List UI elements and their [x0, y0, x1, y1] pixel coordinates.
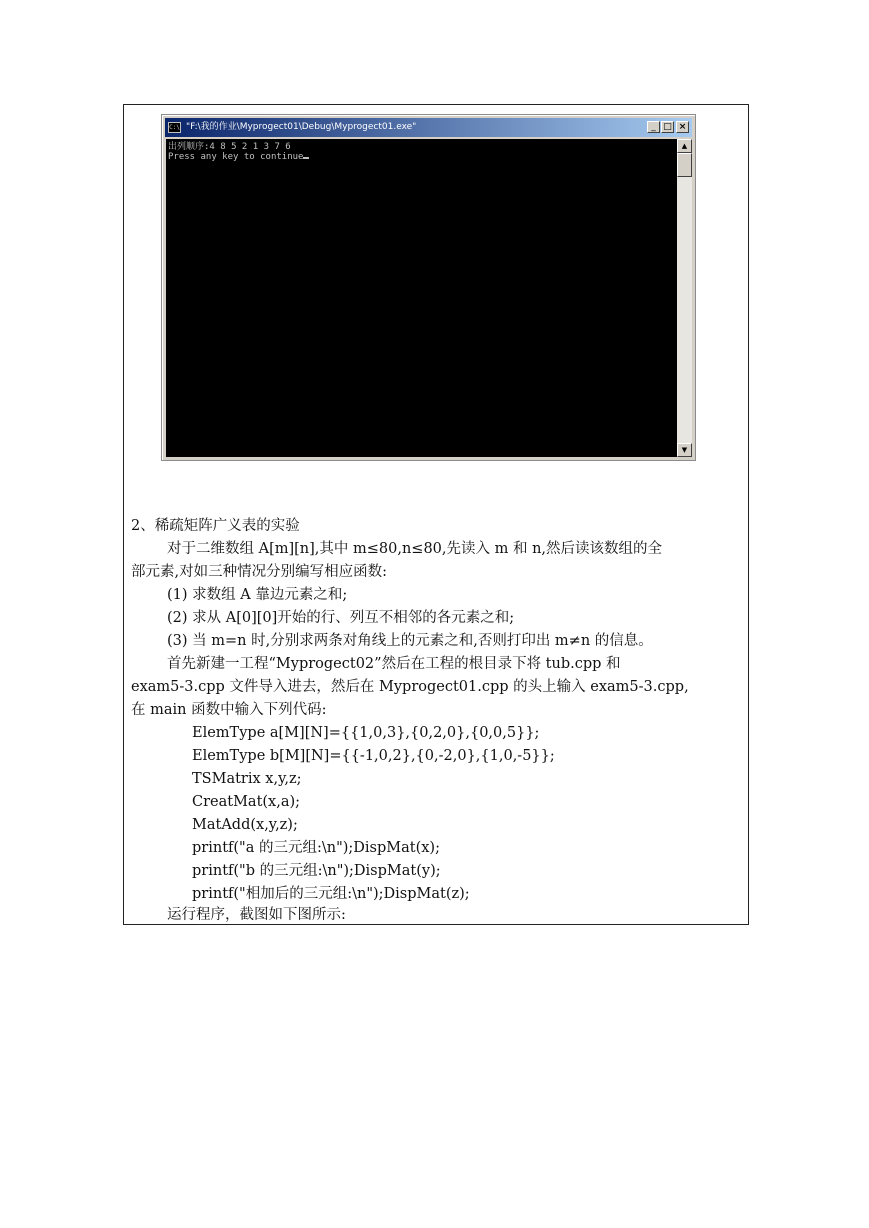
code-line: printf("a 的三元组:\n");DispMat(x);: [192, 840, 440, 856]
vertical-scrollbar[interactable]: [677, 139, 692, 457]
maximize-icon[interactable]: □: [661, 121, 674, 133]
arrow-down-icon[interactable]: ▼: [677, 443, 692, 457]
console-line-prompt: [168, 152, 677, 162]
minimize-icon[interactable]: _: [647, 121, 660, 133]
code-line: CreatMat(x,a);: [192, 794, 301, 810]
console-output: [166, 139, 677, 457]
list-item: (1) 求数组 A 靠边元素之和;: [167, 587, 348, 603]
list-item: (2) 求从 A[0][0]开始的行、列互不相邻的各元素之和;: [167, 610, 515, 626]
code-line: printf("b 的三元组:\n");DispMat(y);: [192, 863, 441, 879]
code-line: ElemType a[M][N]={{1,0,3},{0,2,0},{0,0,5}};: [192, 725, 540, 741]
code-line: TSMatrix x,y,z;: [192, 771, 302, 787]
step-line-1: 首先新建一工程“Myprogect02”然后在工程的根目录下将 tub.cpp 和: [167, 656, 621, 672]
console-icon: C:\: [169, 124, 180, 131]
text-cursor: [303, 157, 309, 159]
list-item: (3) 当 m=n 时,分别求两条对角线上的元素之和,否则打印出 m≠n 的信息。: [167, 633, 653, 649]
step-line-2: exam5-3.cpp 文件导入进去，然后在 Myprogect01.cpp 的头上输入 exam5-3.cpp,: [131, 679, 689, 695]
window-title: "F:\我的作业\Myprogect01\Debug\Myprogect01.exe": [186, 122, 417, 132]
arrow-up-icon[interactable]: ▲: [677, 139, 692, 153]
code-line: MatAdd(x,y,z);: [192, 817, 298, 833]
console-line: 出列顺序:4 8 5 2 1 3 7 6: [168, 142, 291, 152]
console-line-text: Press any key to continue: [168, 152, 304, 162]
intro-line-1: 对于二维数组 A[m][n],其中 m≤80,n≤80,先读入 m 和 n,然后读该数组的全: [167, 541, 663, 557]
code-line: ElemType b[M][N]={{-1,0,2},{0,-2,0},{1,0,-5}};: [192, 748, 555, 764]
step-line-3: 在 main 函数中输入下列代码:: [131, 702, 327, 718]
code-line: printf("相加后的三元组:\n");DispMat(z);: [192, 886, 470, 902]
closing-line: 运行程序，截图如下图所示:: [167, 907, 346, 923]
scrollbar-thumb[interactable]: [677, 153, 692, 177]
console-window: [161, 114, 696, 461]
console-titlebar[interactable]: [165, 118, 692, 137]
intro-line-2: 部元素,对如三种情况分别编写相应函数:: [131, 564, 387, 580]
section-heading: 2、稀疏矩阵广义表的实验: [131, 518, 300, 534]
close-icon[interactable]: ×: [676, 121, 689, 133]
